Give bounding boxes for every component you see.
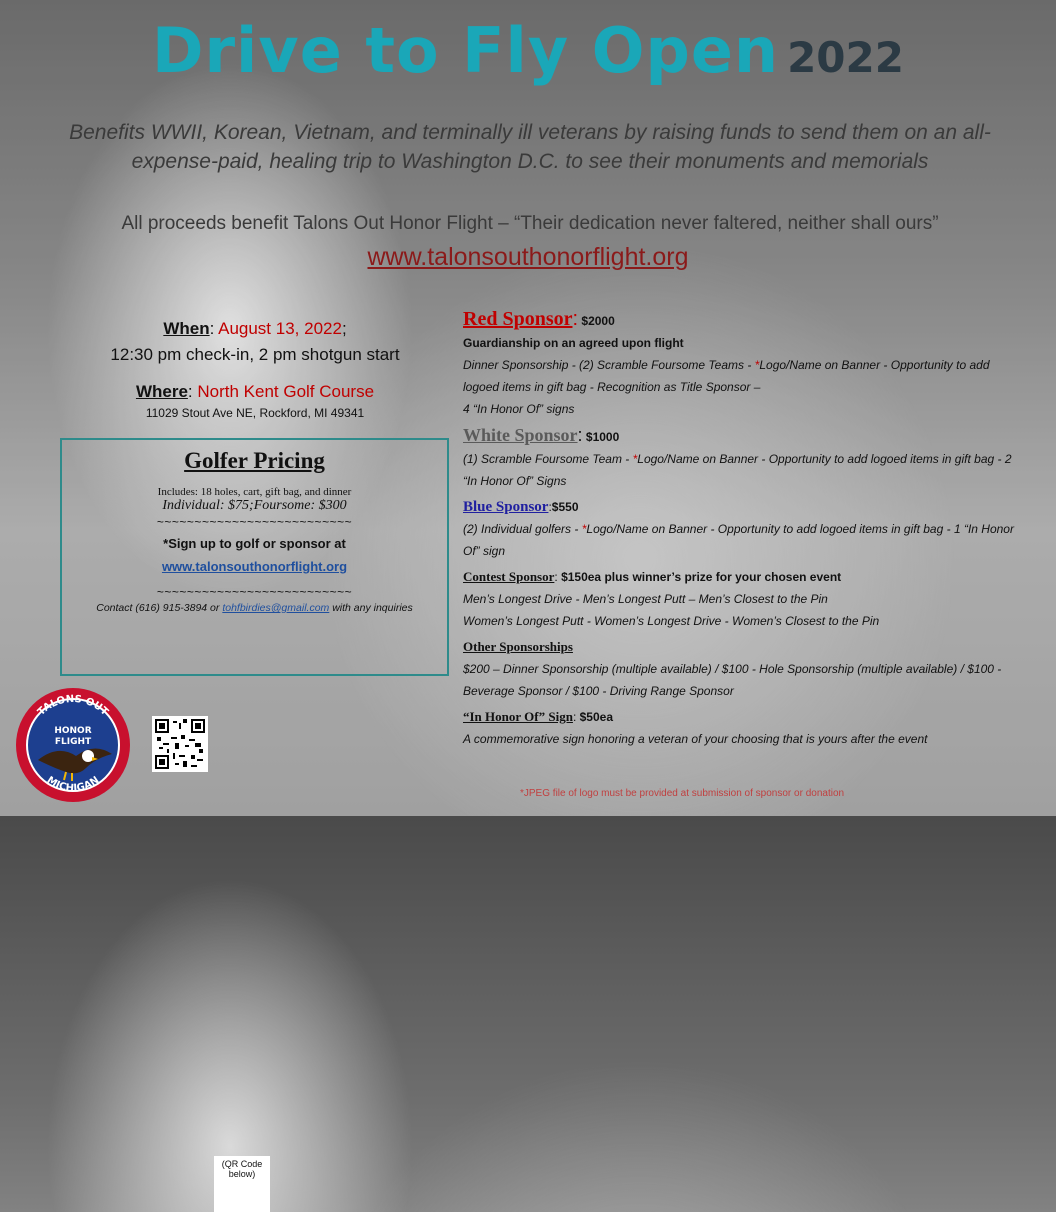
asterisk: *: [581, 522, 587, 536]
website-link[interactable]: www.talonsouthonorflight.org: [367, 243, 689, 271]
red-sponsor-title: Red Sponsor: [463, 308, 573, 330]
other-sponsorships-title: Other Sponsorships: [463, 639, 573, 654]
white-sponsor-details-pre: (1) Scramble Foursome Team -: [463, 452, 633, 466]
logo-footnote: *JPEG file of logo must be provided at submission of sponsor or donation: [520, 788, 845, 799]
pricing-includes: Includes: 18 holes, cart, gift bag, and dinner: [157, 486, 352, 498]
white-sponsor-details-post: Logo/Name on Banner - Opportunity to add logoed items in gift bag - 2 “In Honor Of” Signs: [463, 452, 1012, 488]
when-label: When: [163, 319, 210, 338]
contest-womens-events: Women’s Longest Putt - Women’s Longest Drive - Women’s Closest to the Pin: [463, 614, 880, 628]
red-sponsor-section: [463, 308, 1023, 420]
event-time: 12:30 pm check-in, 2 pm shotgun start: [110, 345, 400, 364]
contest-mens-events: Men’s Longest Drive - Men’s Longest Putt – Men’s Closest to the Pin: [463, 592, 828, 606]
other-sponsorships-section: [463, 636, 1023, 702]
sponsorship-list: [463, 308, 1023, 754]
talons-out-honor-flight-logo: [14, 686, 132, 804]
contact-line: [62, 602, 447, 614]
where-block: Where: North Kent Golf Course 11029 Stout Ave NE, Rockford, MI 49341: [60, 382, 450, 420]
signup-text: *Sign up to golf or sponsor at: [163, 536, 346, 551]
logo-bottom-text: MICHIGAN: [44, 774, 102, 795]
red-sponsor-signs: 4 “In Honor Of” signs: [463, 402, 575, 416]
other-sponsorships-details: $200 – Dinner Sponsorship (multiple available) / $100 - Hole Sponsorship (multiple available) / $100 - Beverage Sponsor / $100 - Driving Range Sponsor: [463, 662, 1002, 698]
asterisk: *: [632, 452, 638, 466]
title-year: 2022: [787, 33, 904, 82]
divider: ~~~~~~~~~~~~~~~~~~~~~~~~~~: [156, 585, 353, 599]
honor-sign-section: [463, 706, 1023, 750]
white-sponsor-section: [463, 424, 1023, 492]
red-sponsor-headline: Guardianship on an agreed upon flight: [463, 336, 684, 350]
red-sponsor-amount: $2000: [581, 314, 615, 328]
event-title: [0, 14, 1056, 87]
logo-flight-text: FLIGHT: [54, 737, 92, 747]
contact-suffix: with any inquiries: [332, 602, 413, 614]
contest-sponsor-title: Contest Sponsor: [463, 569, 555, 584]
white-sponsor-colon: :: [577, 425, 583, 445]
qr-code[interactable]: [152, 716, 208, 772]
blue-sponsor-section: [463, 496, 1023, 562]
divider: ~~~~~~~~~~~~~~~~~~~~~~~~~~: [156, 515, 353, 529]
contest-sponsor-section: [463, 566, 1023, 632]
when-block: When: August 13, 2022; 12:30 pm check-in, 2 pm shotgun start: [60, 316, 450, 368]
honor-sign-colon: :: [572, 710, 577, 724]
pricing-title: Golfer Pricing: [184, 448, 325, 473]
honor-sign-details: A commemorative sign honoring a veteran of your choosing that is yours after the event: [463, 732, 928, 746]
event-date: August 13, 2022: [218, 319, 342, 338]
logo-top-text: TALONS OUT: [35, 693, 111, 718]
contest-sponsor-colon: :: [554, 570, 558, 584]
blue-sponsor-details-post: Logo/Name on Banner - Opportunity to add logoed items in gift bag - 1 “In Honor Of” sign: [463, 522, 1014, 558]
event-address: 11029 Stout Ave NE, Rockford, MI 49341: [145, 406, 365, 420]
honor-sign-title: “In Honor Of” Sign: [463, 709, 573, 724]
white-sponsor-title: White Sponsor: [463, 425, 578, 445]
honor-sign-amount: $50ea: [579, 710, 613, 724]
white-sponsor-amount: $1000: [585, 430, 620, 444]
where-label: Where: [135, 382, 188, 401]
contest-sponsor-amount: $150ea plus winner’s prize for your chosen event: [561, 570, 842, 584]
event-date-suffix: ;: [341, 319, 347, 338]
red-sponsor-details-post: Logo/Name on Banner - Opportunity to add logoed items in gift bag - Recognition as Title Sponsor –: [463, 358, 990, 394]
proceeds-text: All proceeds benefit Talons Out Honor Flight – “Their dedication never faltered, neither shall ours”: [121, 213, 939, 234]
logo-honor-text: HONOR: [54, 726, 92, 736]
pricing-website-link[interactable]: www.talonsouthonorflight.org: [161, 559, 348, 574]
blue-sponsor-amount: $550: [551, 500, 579, 514]
pricing-prices: Individual: $75;Foursome: $300: [162, 498, 347, 513]
qr-code-graphic: [155, 719, 205, 769]
title-main: Drive to Fly Open: [152, 14, 780, 87]
red-sponsor-colon: :: [572, 308, 579, 330]
red-sponsor-details-pre: Dinner Sponsorship - (2) Scramble Foursome Teams -: [463, 358, 755, 372]
contact-email-link[interactable]: tohfbirdies@gmail.com: [222, 602, 330, 614]
blue-sponsor-details-pre: (2) Individual golfers -: [463, 522, 582, 536]
blue-sponsor-colon: :: [548, 500, 552, 514]
blue-sponsor-title: Blue Sponsor: [463, 499, 549, 515]
qr-note: (QR Code below): [214, 1156, 270, 1212]
asterisk: *: [754, 358, 760, 372]
event-venue: North Kent Golf Course: [197, 382, 375, 401]
intro-text: Benefits WWII, Korean, Vietnam, and terminally ill veterans by raising funds to send them on an all-expense-paid, healing trip to Washington D.C. to see their monuments and memorials: [69, 121, 991, 173]
contact-prefix: Contact (616) 915-3894 or: [96, 602, 220, 614]
